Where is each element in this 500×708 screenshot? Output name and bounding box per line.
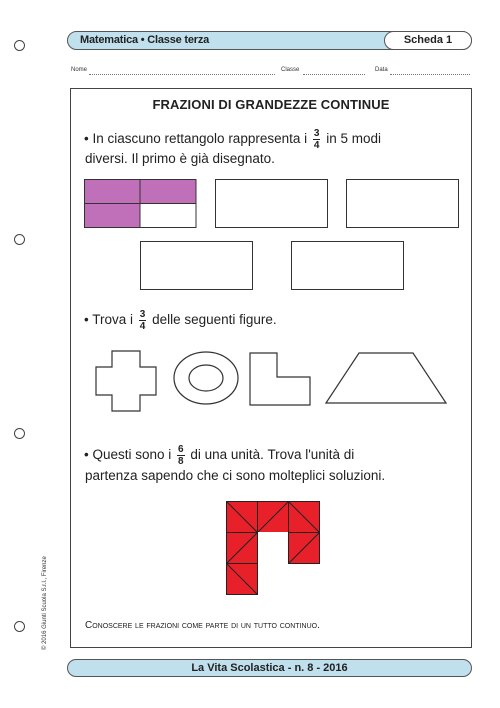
fraction-3-4: $\frac{3}{4}$	[313, 128, 320, 151]
name-label: Nome	[71, 67, 88, 73]
binder-hole-3	[14, 428, 25, 439]
binder-hole-4	[14, 621, 25, 632]
ring-figure[interactable]	[172, 350, 240, 406]
binder-hole-2	[14, 234, 25, 245]
header-band	[67, 31, 472, 50]
learning-goal: Conoscere le frazioni come parte di un tutto continuo.	[85, 620, 320, 631]
exercise-3-text: • Questi sono i $\frac{6}{8}$ di una unità. Trova l'unità di	[84, 444, 355, 467]
exercise-1-text: • In ciascuno rettangolo rappresenta i $\frac{3}{4}$ in 5 modi	[84, 128, 381, 151]
sheet-badge: Scheda 1	[384, 31, 472, 50]
class-label: Classe	[281, 67, 300, 73]
empty-rectangle-4[interactable]	[291, 241, 404, 290]
l-shape-figure[interactable]	[249, 352, 311, 406]
subject-label: Matematica • Classe terza	[80, 34, 210, 46]
date-line[interactable]	[390, 74, 470, 75]
exercise-2-text: • Trova i $\frac{3}{4}$ delle seguenti figure.	[84, 309, 277, 332]
exercise-3-line2: partenza sapendo che ci sono molteplici soluzioni.	[85, 468, 386, 483]
empty-rectangle-1[interactable]	[215, 179, 328, 228]
red-fraction-figure-lower	[226, 532, 258, 596]
fraction-3-4: $\frac{3}{4}$	[139, 309, 146, 332]
empty-rectangle-2[interactable]	[346, 179, 459, 228]
copyright-note: © 2016 Giunti Scuola S.r.l., Firenze	[42, 556, 48, 650]
fraction-6-8: $\frac{6}{8}$	[178, 444, 184, 467]
worksheet-title: FRAZIONI DI GRANDEZZE CONTINUE	[152, 97, 390, 112]
cross-figure[interactable]	[95, 350, 157, 412]
name-line[interactable]	[89, 74, 275, 75]
binder-hole-1	[14, 40, 25, 51]
exercise-1-line2: diversi. Il primo è già disegnato.	[85, 151, 275, 166]
date-label: Data	[375, 67, 388, 73]
class-line[interactable]	[303, 74, 365, 75]
empty-rectangle-3[interactable]	[140, 241, 253, 290]
example-rectangle	[84, 179, 197, 228]
trapezoid-figure[interactable]	[325, 352, 447, 404]
footer-band: La Vita Scolastica - n. 8 - 2016	[67, 659, 472, 677]
red-fraction-figure-right	[288, 532, 320, 564]
